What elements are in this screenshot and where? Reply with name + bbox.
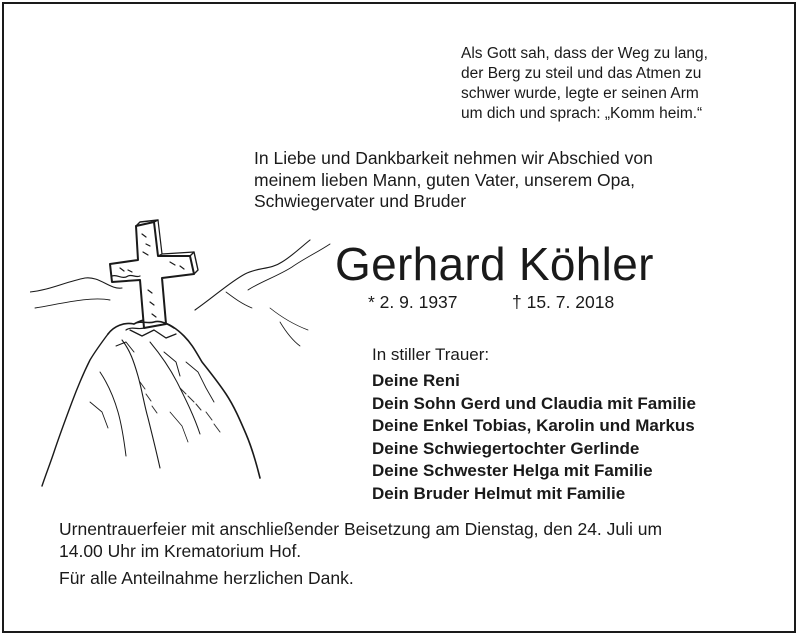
farewell-intro bbox=[254, 148, 774, 213]
intro-line: Schwiegervater und Bruder bbox=[254, 191, 467, 211]
funeral-info bbox=[59, 519, 779, 590]
service-line: Urnentrauerfeier mit anschließender Beisetzung am Dienstag, den 24. Juli um bbox=[59, 519, 663, 539]
intro-line: In Liebe und Dankbarkeit nehmen wir Abschied von bbox=[254, 148, 653, 168]
poem-verse bbox=[461, 44, 781, 124]
list-item: Dein Bruder Helmut mit Familie bbox=[372, 483, 626, 503]
list-item: Deine Schwester Helga mit Familie bbox=[372, 461, 653, 481]
poem-line: schwer wurde, legte er seinen Arm bbox=[461, 85, 699, 102]
thanks-line: Für alle Anteilnahme herzlichen Dank. bbox=[59, 568, 354, 588]
list-item: Dein Sohn Gerd und Claudia mit Familie bbox=[372, 393, 696, 413]
service-line: 14.00 Uhr im Krematorium Hof. bbox=[59, 540, 302, 561]
list-item: Deine Reni bbox=[372, 371, 460, 390]
list-item: Deine Enkel Tobias, Karolin und Markus bbox=[372, 416, 695, 436]
mourning-heading: In stiller Trauer: bbox=[372, 345, 490, 364]
poem-line: um dich und sprach: „Komm heim.“ bbox=[461, 105, 703, 122]
deceased-name: Gerhard Köhler bbox=[335, 238, 654, 290]
birth-date: * 2. 9. 1937 bbox=[368, 292, 458, 312]
summit-cross-icon bbox=[30, 212, 350, 492]
poem-line: der Berg zu steil und das Atmen zu bbox=[461, 65, 702, 82]
poem-line: Als Gott sah, dass der Weg zu lang, bbox=[461, 45, 708, 62]
intro-line: meinem lieben Mann, guten Vater, unserem Opa, bbox=[254, 169, 636, 190]
death-date: † 15. 7. 2018 bbox=[512, 292, 615, 312]
list-item: Deine Schwiegertochter Gerlinde bbox=[372, 438, 640, 458]
mourner-list bbox=[372, 370, 696, 506]
